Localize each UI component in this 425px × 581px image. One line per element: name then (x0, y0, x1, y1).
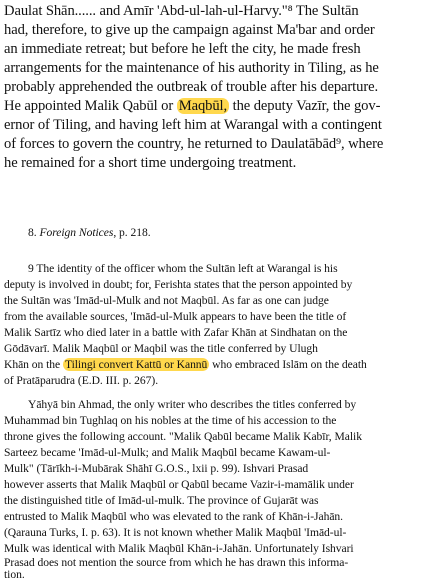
footnote-8 (28, 226, 425, 239)
footnote-para2-line-11: Prasad does not mention the source from which he has drawn this informa- (4, 556, 349, 569)
main-line-3: an immediate retreat; but before he left the city, he made fresh (4, 41, 361, 57)
footnote-para2-line-9: (Qarauna Turks, I. p. 63). It is not known whether Malik Maqbūl 'Imād-ul- (4, 526, 347, 539)
footnote-9-line-7 (4, 358, 418, 371)
main-line-7: ernor of Tiling, and having left him at Warangal with a contingent (4, 117, 382, 133)
highlight-kattu: Tilingi convert Kattū or Kannū (64, 358, 208, 371)
footnote-para2-line-1: Yāhyā bin Ahmad, the only writer who describes the titles conferred by (28, 398, 357, 411)
main-line-6-before: He appointed Malik Qabūl or (4, 98, 177, 114)
footnote-9-line-7-before: Khān on the (4, 358, 63, 371)
footnote-9-line-7-after: who embraced Islām on the death (209, 358, 367, 371)
footnote-9-line-2: deputy is involved in doubt; for, Ferishta states that the person appointed by (4, 278, 353, 291)
footnote-9-line-1: 9 The identity of the officer whom the Sultān left at Warangal is his (28, 262, 338, 275)
main-line-6-after: the deputy Vazīr, the gov- (229, 98, 381, 114)
main-line-9: he remained for a short time undergoing treatment. (4, 155, 297, 171)
footnote-8-page: , p. 218. (113, 226, 151, 239)
footnote-8-title: Foreign Notices (39, 226, 114, 239)
footnote-9-line-8: of Pratāparudra (E.D. III. p. 267). (4, 374, 159, 387)
footnote-9-line-5: Malik Sartīz who died later in a battle with Zafar Khān at Sindhatan on the (4, 326, 348, 339)
footnote-para2-line-7: the distinguished title of Imād-ul-mulk. The province of Gujarāt was (4, 494, 319, 507)
footnote-9-line-4: from the available sources, 'Imād-ul-Mulk appears to have been the title of (4, 310, 347, 323)
main-line-1: Daulat Shān...... and Amīr 'Abd-ul-lah-ul-Harvy."⁸ The Sultān (4, 3, 359, 19)
main-line-6 (4, 98, 418, 114)
footnote-para2-line-3: throne gives the following account. "Malik Qabūl became Malik Kabīr, Malik (4, 430, 362, 443)
footnote-9-line-3: the Sultān was 'Imād-ul-Mulk and not Maqbūl. As far as one can judge (4, 294, 329, 307)
footnote-8-number: 8. (28, 226, 37, 239)
footnote-para2-line-12: tion. (4, 568, 25, 581)
footnote-para2-line-5: Mulk" (Tārīkh-i-Mubārak Shāhī G.O.S., lxii p. 99). Ishvari Prasad (4, 462, 309, 475)
footnote-para2-line-4: Sarteez became 'Imād-ul-Mulk; and Malik Maqbūl became Kawam-ul- (4, 446, 331, 459)
main-line-5: probably apprehended the outbreak of trouble after his departure. (4, 79, 378, 95)
footnote-para2-line-2: Muhammad bin Tughlaq on his nobles at the time of his accession to the (4, 414, 337, 427)
footnote-para2-line-6: however asserts that Malik Maqbūl or Qabūl became Vazir-i-mamālik under (4, 478, 354, 491)
highlight-maqbul: Maqbūl, (178, 98, 228, 114)
footnote-para2-line-8: entrusted to Malik Maqbūl who was elevated to the rank of Khān-i-Jahān. (4, 510, 344, 523)
main-line-4: arrangements for the maintenance of his authority in Tiling, as he (4, 60, 379, 76)
main-line-8: of forces to govern the country, he returned to Daulatābād⁹, where (4, 136, 384, 152)
main-line-2: had, therefore, to give up the campaign against Ma'bar and order (4, 22, 375, 38)
footnote-para2-line-10: Mulk was identical with Malik Maqbūl Khān-i-Jahān. Unfortunately Ishvari (4, 542, 354, 555)
footnote-9-line-6: Gōdāvarī. Malik Maqbūl or Maqbil was the title conferred by Ulugh (4, 342, 318, 355)
